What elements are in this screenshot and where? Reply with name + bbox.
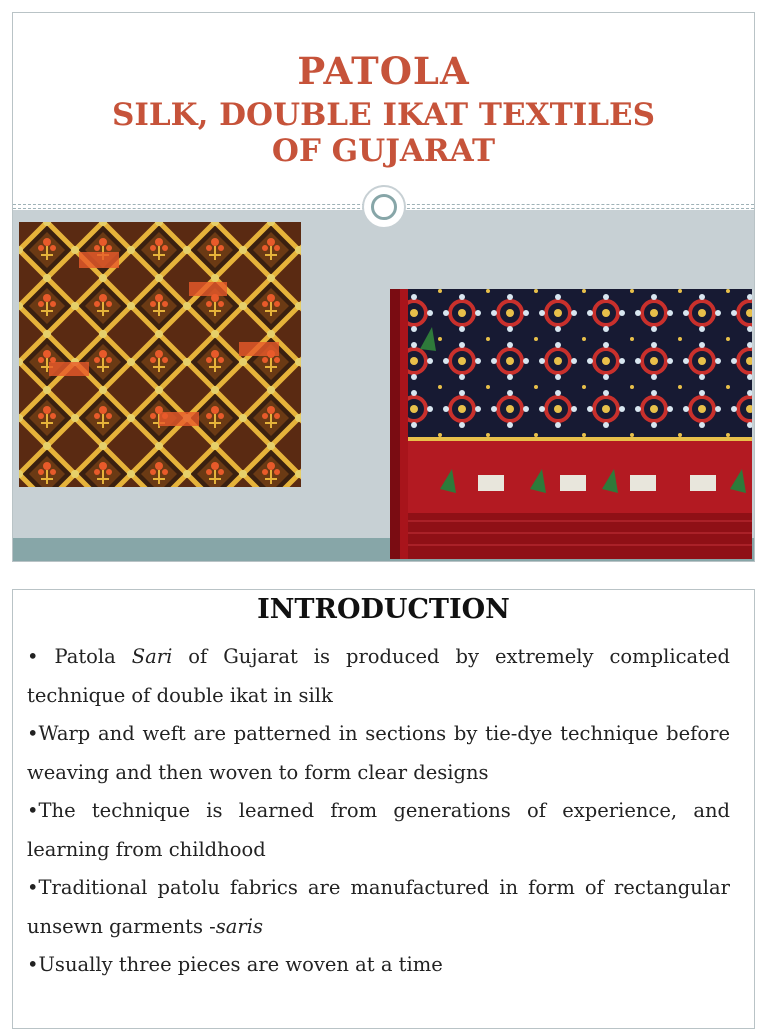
bullet-emphasis: Sari <box>131 645 173 668</box>
bullet-text: • Patola <box>27 645 132 668</box>
introduction-slide <box>12 589 755 1029</box>
bullet-text: •Traditional patolu fabrics are manufactured in form of rectangular unsewn garments - <box>27 876 730 938</box>
bullet-item <box>27 638 730 715</box>
slide-title: PATOLA <box>297 49 470 93</box>
subtitle-line-2: OF GUJARAT <box>271 133 496 169</box>
bullet-item: •Usually three pieces are woven at a time <box>27 953 443 976</box>
patola-sari-border-image <box>390 289 752 559</box>
slide-subtitle <box>13 97 754 169</box>
bullet-item <box>27 869 730 946</box>
bullet-item: •The technique is learned from generations of experience, and learning from childhood <box>27 799 730 861</box>
introduction-heading: INTRODUCTION <box>257 594 510 625</box>
subtitle-line-1: SILK, DOUBLE IKAT TEXTILES <box>111 97 656 133</box>
introduction-bullets <box>27 638 730 985</box>
bullet-emphasis: saris <box>215 914 263 938</box>
divider-circle-icon <box>362 185 406 229</box>
bullet-item: •Warp and weft are patterned in sections by tie-dye technique before weaving and then woven to form clear designs <box>27 722 730 784</box>
patola-textile-diamond-pattern-image <box>19 222 301 487</box>
title-slide <box>12 12 755 562</box>
title-area <box>13 13 754 206</box>
bullet-text: of Gujarat is produced by extremely complicated technique of double ikat in silk <box>27 645 730 707</box>
